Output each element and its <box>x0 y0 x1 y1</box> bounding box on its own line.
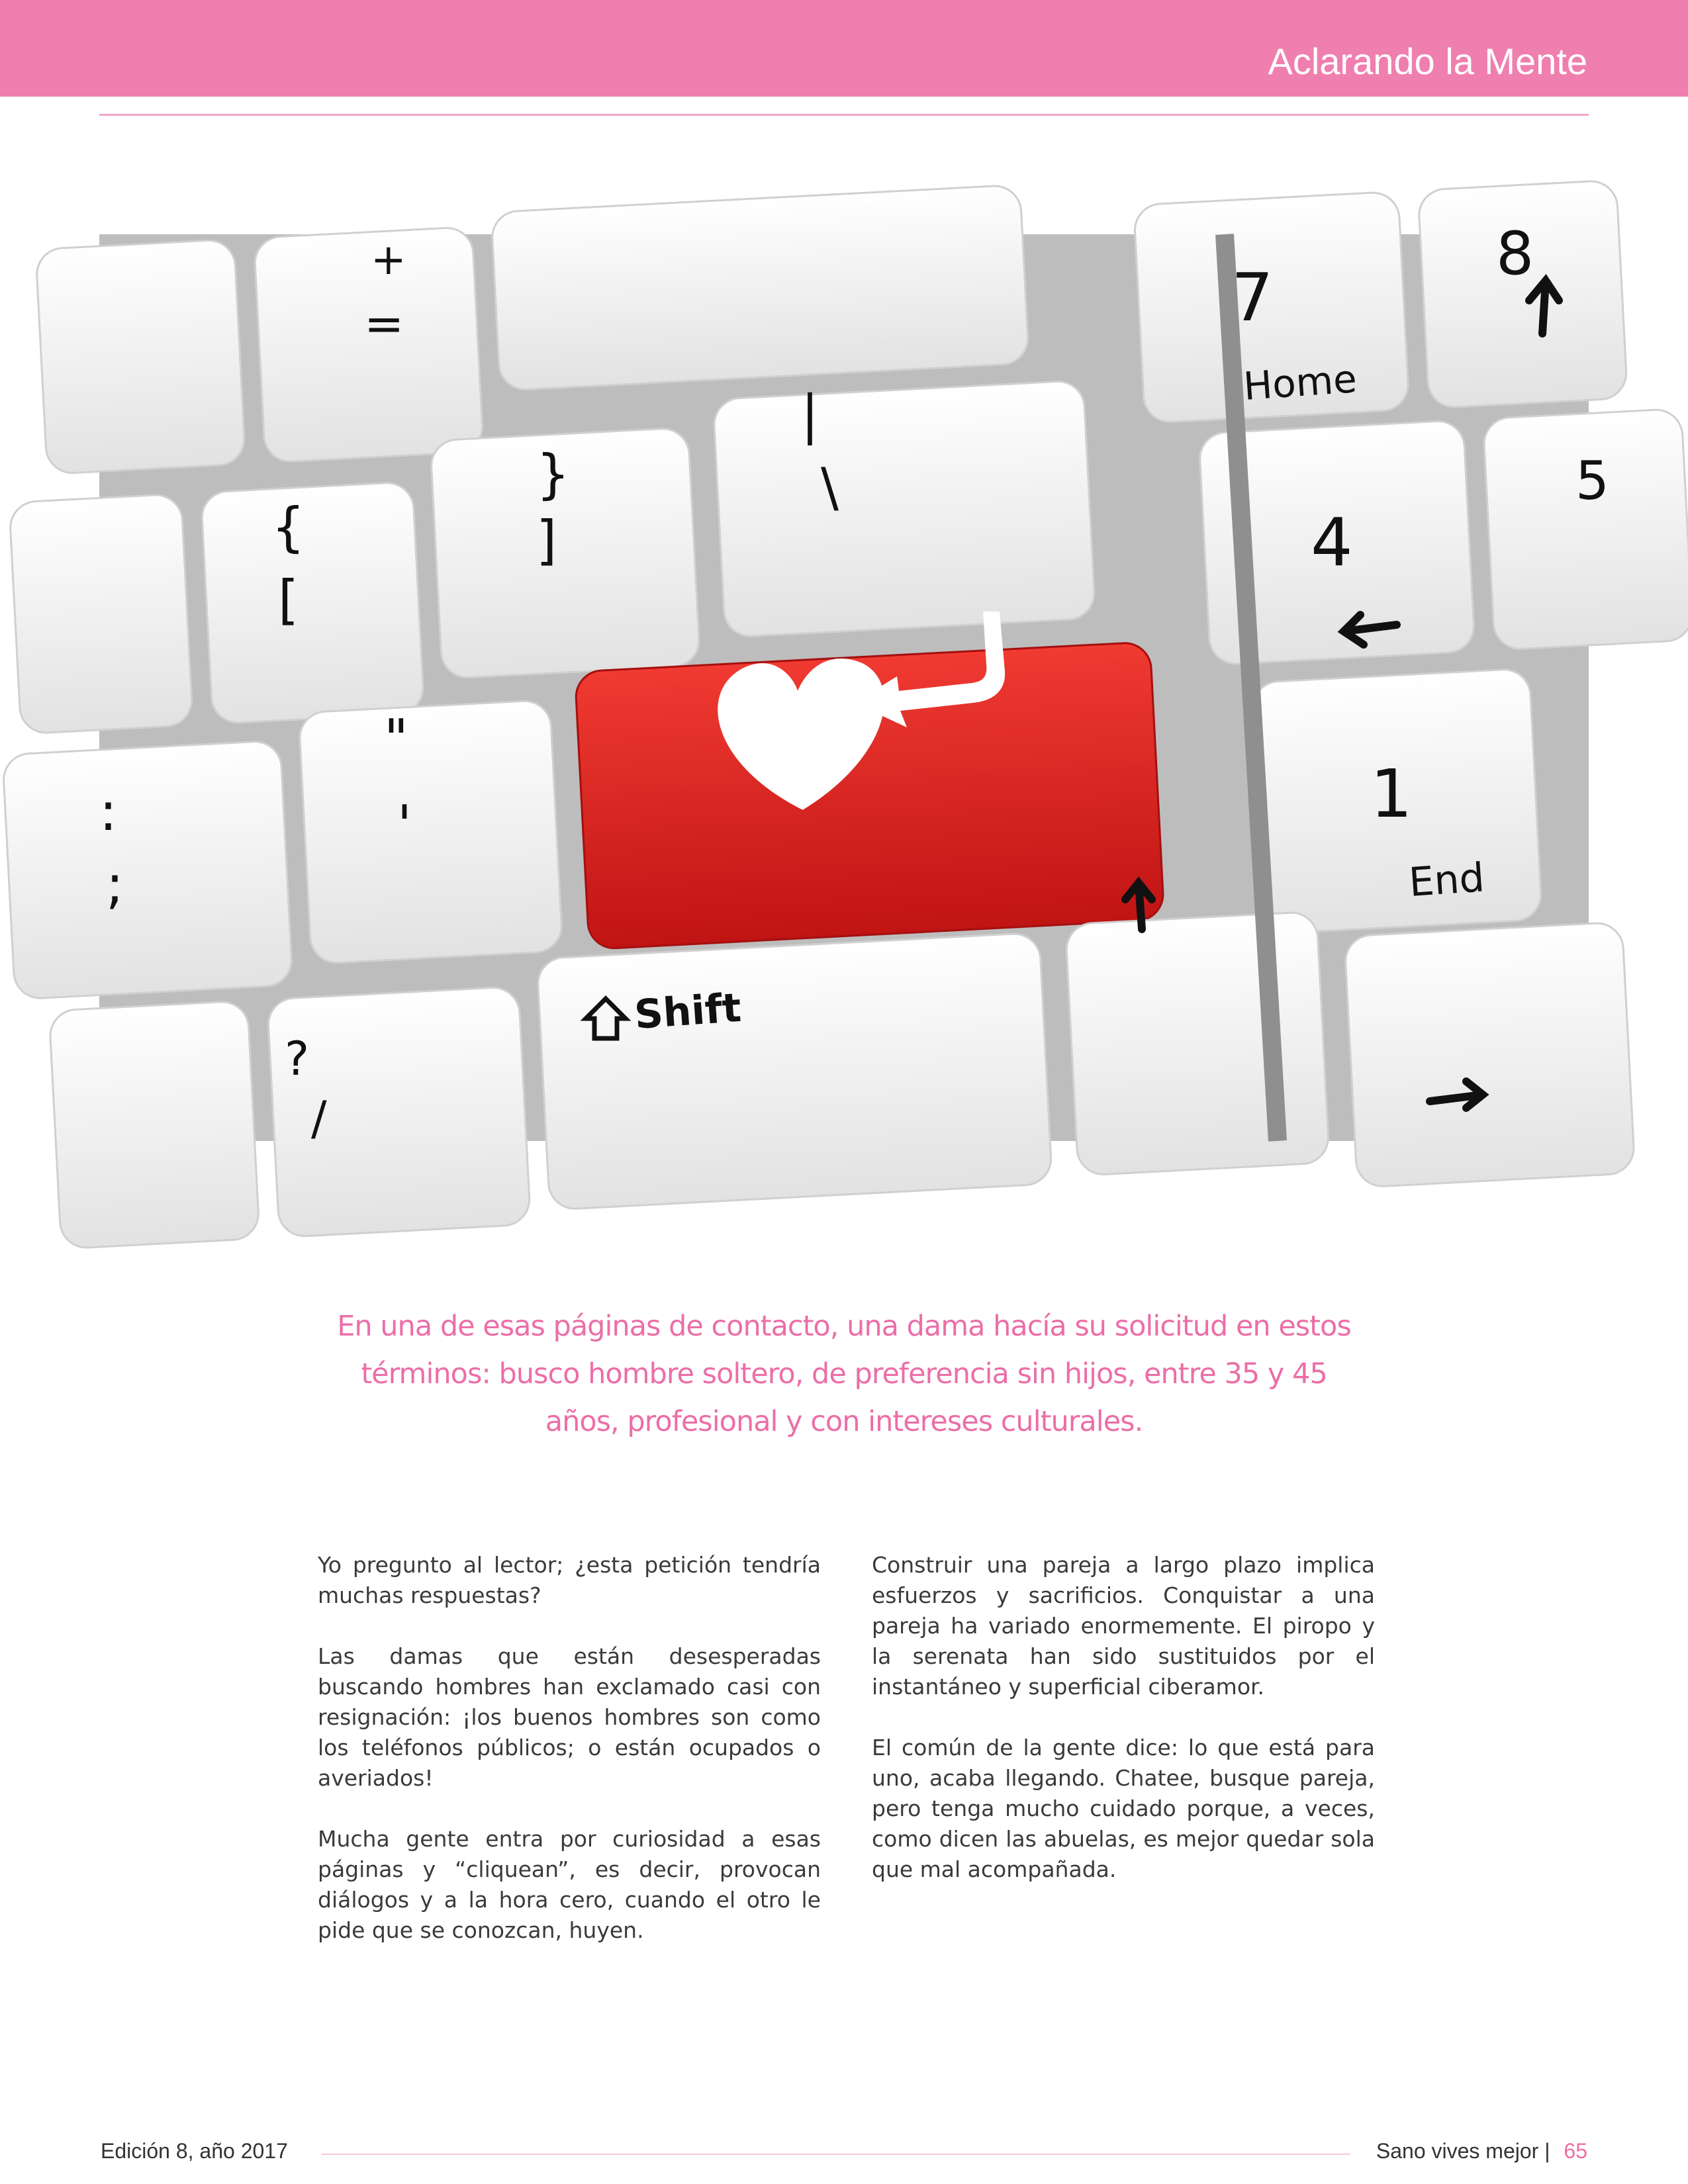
svg-text:[: [ <box>278 569 299 631</box>
svg-text:Home: Home <box>1242 356 1358 409</box>
svg-text:1: 1 <box>1370 755 1413 833</box>
svg-text:=: = <box>364 296 404 351</box>
body-paragraph: Construir una pareja a largo plazo implica esfuerzos y sacrificios. Conquistar a una pareja ha variado enormemente. El piropo y la serenata han sido sustituidos por el instantáneo y superficial ciberamor. <box>872 1552 1375 1700</box>
svg-text:}: } <box>536 443 570 505</box>
svg-text:?: ? <box>285 1032 310 1086</box>
footer-edition: Edición 8, año 2017 <box>101 2139 288 2163</box>
body-paragraph: El común de la gente dice: lo que está para uno, acaba llegando. Chatee, busque pareja, pero tenga mucho cuidado porque, a veces, como dicen las abuelas, es mejor quedar sola que mal acompañada. <box>872 1735 1375 1882</box>
section-title: Aclarando la Mente <box>1268 40 1587 82</box>
svg-text:': ' <box>397 794 412 856</box>
pull-quote: En una de esas páginas de contacto, una dama hacía su solicitud en estos términos: busco hombre soltero, de preferencia sin hijos, entre 35 y 45 años, profesional y con intereses culturales. <box>337 1310 1351 1438</box>
footer-magazine: Sano vives mejor <box>1376 2139 1539 2163</box>
footer-right <box>1376 2139 1587 2163</box>
body-paragraph: Yo pregunto al lector; ¿esta petición tendría muchas respuestas? <box>318 1552 821 1608</box>
svg-text:Shift: Shift <box>633 984 743 1038</box>
svg-text::: : <box>99 781 117 842</box>
body-paragraph: Las damas que están desesperadas buscando hombres han exclamado casi con resignación: ¡los buenos hombres son como los teléfonos públicos; o están ocupados o averiados! <box>318 1643 821 1791</box>
body-column-right <box>872 1550 1375 1915</box>
hero-image <box>99 219 1609 1146</box>
svg-text:]: ] <box>536 510 557 571</box>
svg-text:\: \ <box>821 457 839 518</box>
svg-text:7: 7 <box>1231 259 1274 336</box>
svg-text:8: 8 <box>1496 219 1534 289</box>
svg-text:;: ; <box>106 854 124 915</box>
svg-text:{: { <box>271 496 305 558</box>
svg-text:|: | <box>801 384 819 445</box>
svg-text:": " <box>384 708 408 770</box>
footer-rule <box>321 2154 1350 2155</box>
svg-text:End: End <box>1407 854 1486 906</box>
svg-text:/: / <box>311 1091 327 1146</box>
header-rule <box>99 114 1589 116</box>
body-column-left <box>318 1550 821 1976</box>
footer-separator: | <box>1544 2139 1550 2163</box>
svg-text:4: 4 <box>1311 504 1353 581</box>
page-number: 65 <box>1564 2139 1587 2163</box>
body-paragraph: Mucha gente entra por curiosidad a esas páginas y “cliquean”, es decir, provocan diálogos y a la hora cero, cuando el otro le pide que se conozcan, huyen. <box>318 1826 821 1943</box>
svg-text:5: 5 <box>1575 450 1609 512</box>
keyboard-love-key-icon <box>99 219 1609 1146</box>
svg-text:+: + <box>371 236 406 285</box>
